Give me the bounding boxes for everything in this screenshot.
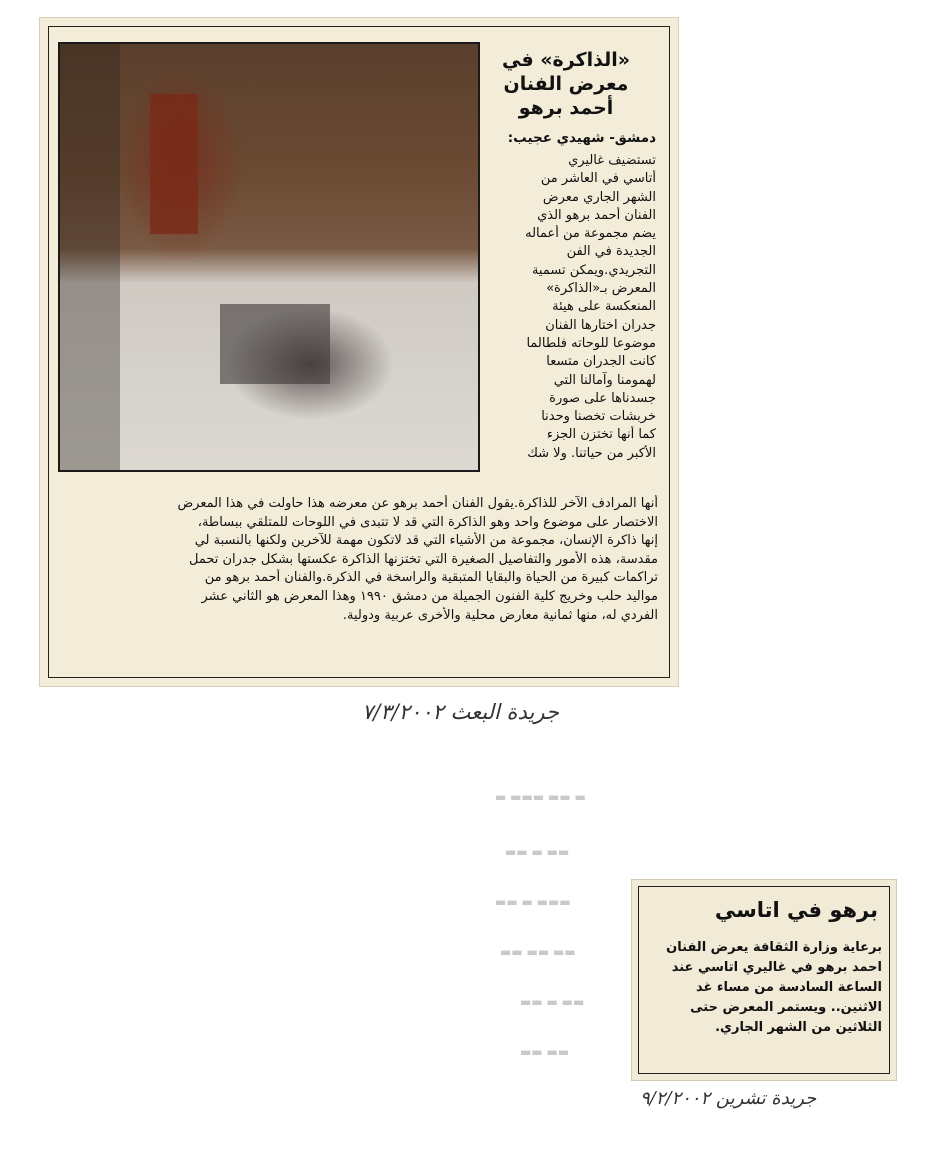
column-line: أتاسي في العاشر من: [540, 171, 656, 187]
column-line: كانت الجدران متسعا: [546, 354, 656, 370]
article-narrow-column: [478, 152, 656, 463]
body-line: إنها ذاكرة الإنسان، مجموعة من الأشياء التي قد لاتكون مهمة للآخرين ولكنها بالنسبة لي: [194, 533, 658, 549]
body-line: برعاية وزارة الثقافة يعرض الفنان: [666, 940, 882, 955]
column-line: جدران اختارها الفنان: [545, 317, 656, 333]
article-full-width-text: [60, 495, 658, 625]
bleed-through-text: ▬▬ ▬ ▬▬: [505, 845, 570, 859]
column-line: الجديدة في الفن: [566, 244, 656, 260]
body-line: احمد برهو في غاليري اتاسي عند: [671, 960, 882, 975]
photo-red-block: [150, 94, 198, 234]
column-line: المنعكسة على هيئة: [552, 299, 656, 315]
body-line: الفردي له، منها ثمانية معارض محلية والأخرى عربية ودولية.: [342, 607, 658, 623]
photo-shade: [60, 44, 120, 470]
title-line: أحمد برهو: [518, 97, 614, 119]
column-line: الشهر الجاري معرض: [542, 189, 656, 205]
body-line: الساعة السادسة من مساء غد: [695, 980, 882, 995]
bleed-through-text: ▬▬ ▬ ▬▬: [520, 995, 585, 1009]
title-line: معرض الفنان: [503, 73, 629, 95]
column-line: خربشات تخصنا وحدنا: [541, 409, 656, 425]
column-line: الفنان أحمد برهو الذي: [537, 207, 656, 223]
body-line: الاثنين.. ويستمر المعرض حتى: [690, 1000, 882, 1015]
bleed-through-text: ▬▬▬ ▬ ▬▬: [495, 895, 571, 909]
body-line: مقدسة، هذه الأمور والتفاصيل الصغيرة التي تختزنها الذاكرة عكستها بشكل جدران تحمل: [189, 551, 658, 567]
column-line: التجريدي.ويمكن تسمية: [531, 262, 656, 278]
column-line: تستضيف غاليري: [568, 153, 656, 168]
column-line: كما أنها تختزن الجزء: [546, 427, 656, 443]
column-line: المعرض بـ«الذاكرة»: [546, 281, 656, 297]
newspaper-clipping-announcement: [632, 880, 896, 1080]
column-line: جسدناها على صورة: [549, 390, 656, 406]
body-line: الثلاثين من الشهر الجاري.: [715, 1020, 882, 1035]
artwork-photo: [58, 42, 480, 472]
bleed-through-text: ▬▬ ▬▬: [520, 1045, 570, 1059]
newspaper-clipping-article: [40, 18, 678, 686]
announcement-title: برهو في اتاسي: [714, 898, 878, 922]
body-line: أنها المرادف الآخر للذاكرة.يقول الفنان أحمد برهو عن معرضه هذا حاولت في هذا المعرض: [177, 496, 658, 511]
column-line: لهمومنا وآمالنا التي: [553, 372, 656, 388]
body-line: الاختصار على موضوع واحد وهو الذاكرة التي قد لا تتبدى في اللوحات للمتلقي ببساطة،: [197, 514, 658, 530]
article-title: [476, 48, 656, 120]
title-line: «الذاكرة» في: [501, 49, 631, 71]
announcement-body: [646, 938, 882, 1038]
column-line: يضم مجموعة من أعماله: [525, 226, 656, 242]
handwritten-source-note: جريدة تشرين ٩/٢/٢٠٠٢: [640, 1088, 817, 1109]
bleed-through-text: ▬ ▬▬ ▬▬▬ ▬: [495, 790, 586, 804]
body-line: مواليد حلب وخريج كلية الفنون الجميلة من دمشق ١٩٩٠ وهذا المعرض هو الثاني عشر: [201, 588, 658, 604]
body-line: تراكمات كبيرة من الحياة والبقايا المتبقية والراسخة في الذكرة.والفنان أحمد برهو من: [204, 570, 658, 586]
column-line: الأكبر من حياتنا. ولا شك: [527, 445, 656, 461]
column-line: موضوعا للوحاته فلطالما: [526, 335, 656, 351]
photo-dark-block: [220, 304, 330, 384]
article-byline: دمشق- شهيدي عجيب:: [507, 130, 656, 146]
handwritten-source-note: جريدة البعث ٧/٣/٢٠٠٢: [362, 700, 559, 724]
bleed-through-text: ▬▬ ▬▬ ▬▬: [500, 945, 576, 959]
